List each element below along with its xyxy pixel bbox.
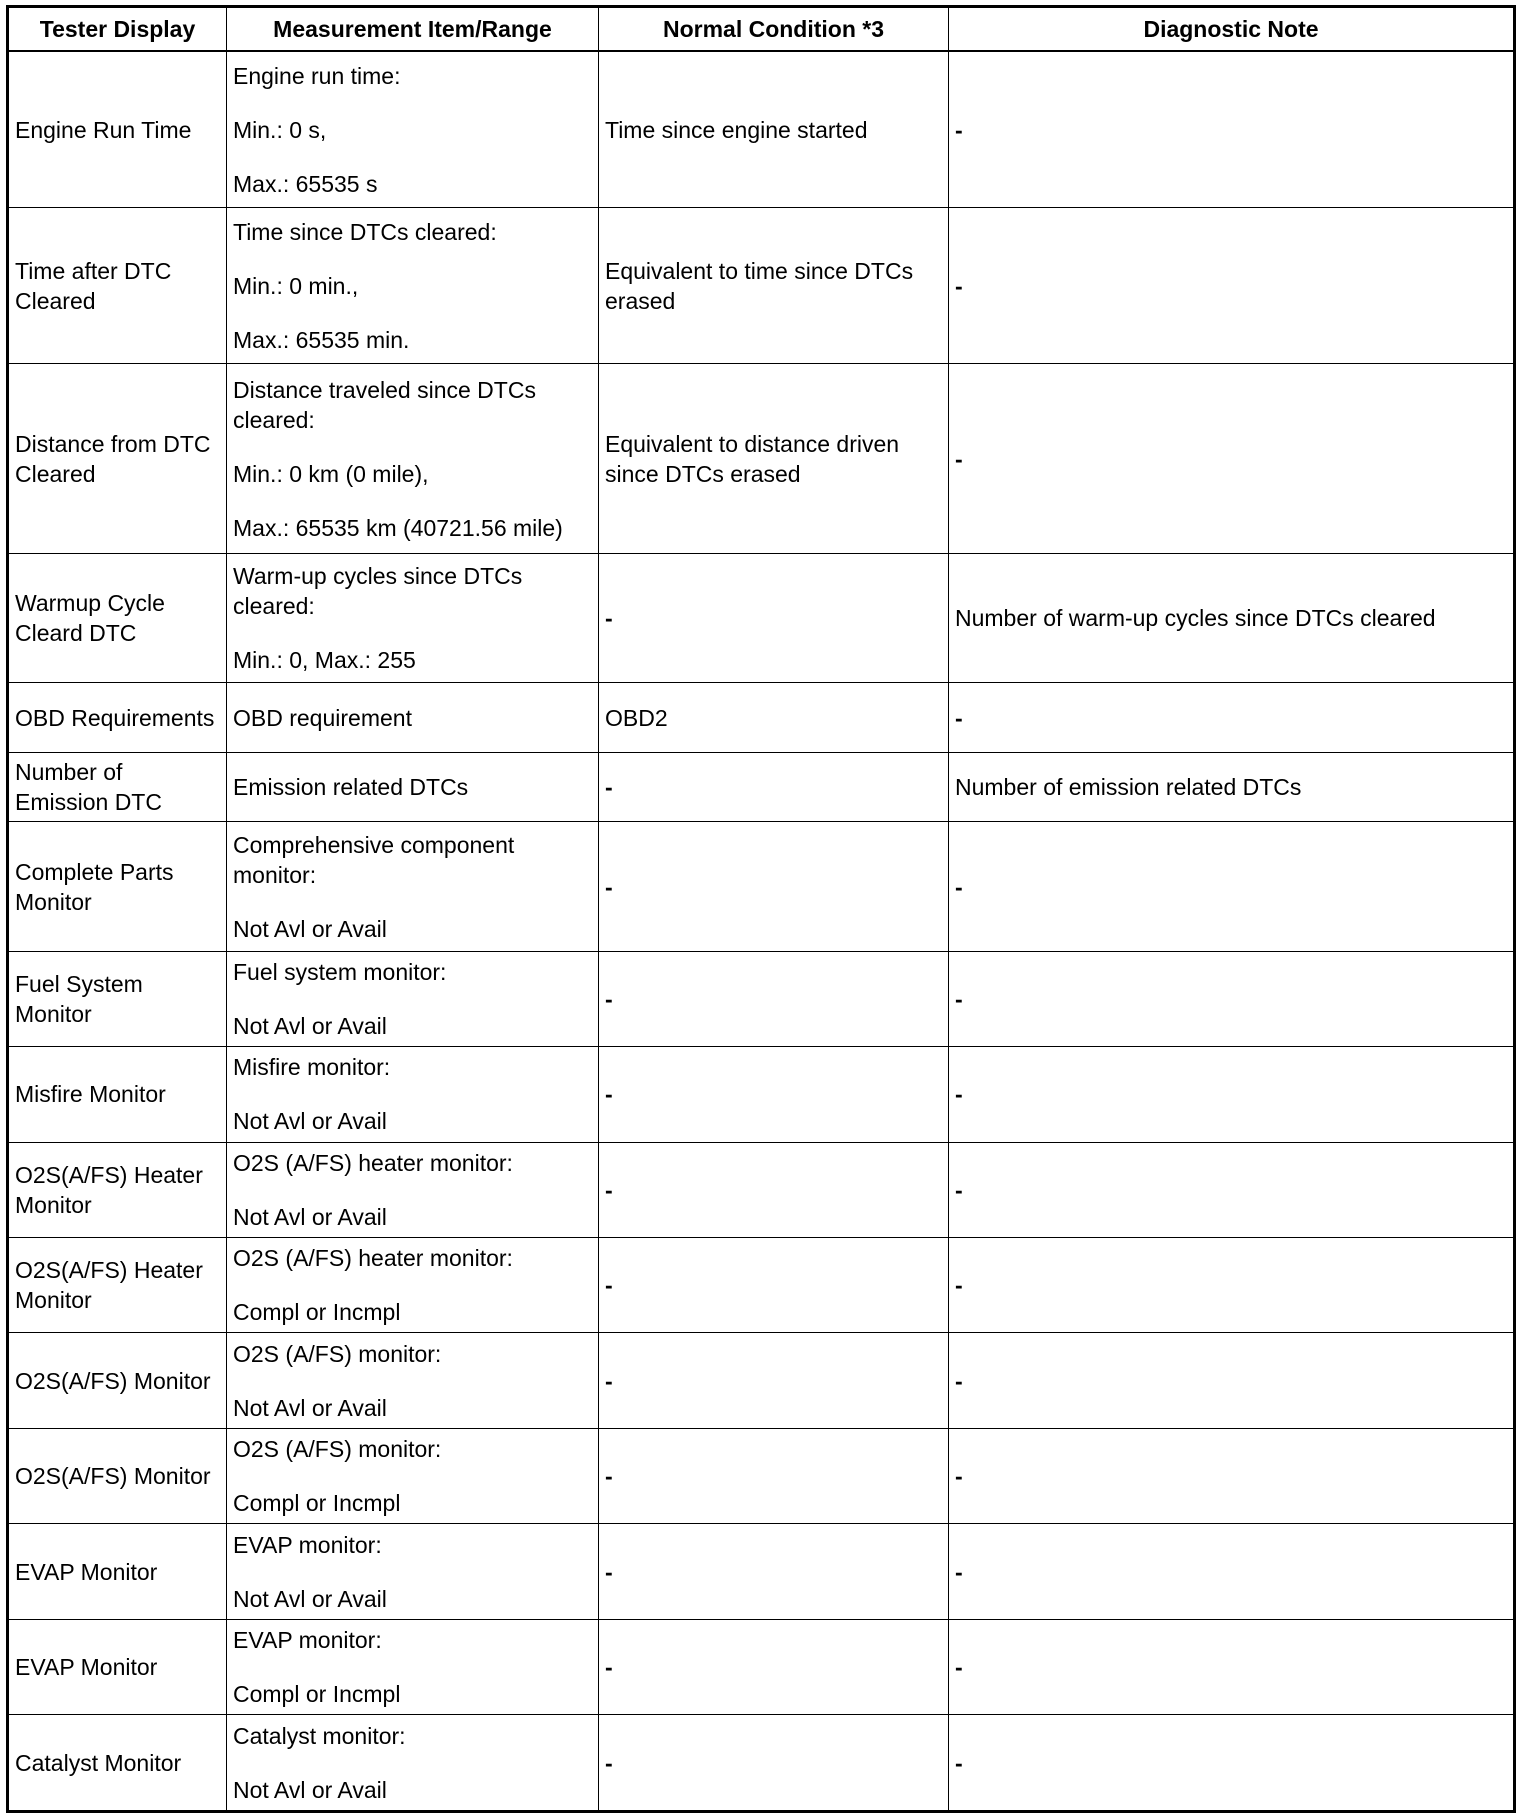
range-line: Emission related DTCs [233,774,469,801]
table-row [8,364,1515,554]
cell-normal-condition: - [599,1238,949,1333]
cell-diagnostic-note: - [949,822,1515,951]
line-spacer [233,91,592,115]
range-line: O2S (A/FS) heater monitor: [233,1245,513,1272]
range-line: Misfire monitor: [233,1054,391,1081]
line-spacer [233,301,592,325]
range-line: EVAP monitor: [233,1627,382,1654]
range-line: Comprehensive component monitor: [233,831,515,888]
range-line: Warm-up cycles since DTCs cleared: [233,563,523,620]
line-spacer [233,435,592,459]
cell-tester-display: Warmup Cycle Cleard DTC [8,554,227,683]
cell-measurement-range [227,1047,599,1142]
header-diagnostic-note: Diagnostic Note [949,7,1515,52]
table-body [8,51,1515,1812]
table-row [8,683,1515,753]
line-spacer [233,1464,592,1488]
header-measurement: Measurement Item/Range [227,7,599,52]
cell-measurement-range [227,1619,599,1714]
range-line: O2S (A/FS) monitor: [233,1436,442,1463]
range-line: O2S (A/FS) monitor: [233,1340,442,1367]
cell-normal-condition: - [599,1619,949,1714]
data-list-table [6,5,1516,1813]
cell-normal-condition: - [599,1333,949,1428]
line-spacer [233,621,592,645]
cell-diagnostic-note: - [949,683,1515,753]
cell-diagnostic-note: - [949,1428,1515,1523]
cell-tester-display: Fuel System Monitor [8,951,227,1046]
cell-measurement-range [227,51,599,208]
cell-diagnostic-note: - [949,951,1515,1046]
header-tester-display: Tester Display [8,7,227,52]
line-spacer [233,145,592,169]
header-row [8,7,1515,52]
range-line: O2S (A/FS) heater monitor: [233,1149,513,1176]
cell-normal-condition: - [599,1428,949,1523]
range-line: Max.: 65535 s [233,170,378,197]
range-line: Time since DTCs cleared: [233,218,497,245]
table-row [8,208,1515,364]
range-line: Min.: 0 km (0 mile), [233,460,429,487]
line-spacer [233,890,592,914]
cell-tester-display: Misfire Monitor [8,1047,227,1142]
cell-tester-display: Engine Run Time [8,51,227,208]
cell-measurement-range [227,752,599,822]
cell-measurement-range [227,554,599,683]
range-line: Fuel system monitor: [233,958,447,985]
table-row [8,1715,1515,1812]
cell-tester-display: EVAP Monitor [8,1619,227,1714]
cell-measurement-range [227,1142,599,1237]
table-row [8,1619,1515,1714]
cell-tester-display: Number of Emission DTC [8,752,227,822]
cell-diagnostic-note: - [949,1619,1515,1714]
range-line: Not Avl or Avail [233,1108,387,1135]
cell-tester-display: Distance from DTC Cleared [8,364,227,554]
cell-normal-condition: - [599,554,949,683]
cell-diagnostic-note: Number of warm-up cycles since DTCs cleared [949,554,1515,683]
table-row [8,822,1515,951]
cell-normal-condition: - [599,1715,949,1812]
line-spacer [233,987,592,1011]
cell-diagnostic-note: - [949,364,1515,554]
cell-measurement-range [227,951,599,1046]
range-line: Engine run time: [233,62,401,89]
table-row [8,1333,1515,1428]
range-line: Min.: 0, Max.: 255 [233,647,416,674]
cell-normal-condition: - [599,822,949,951]
table-row [8,951,1515,1046]
range-line: Compl or Incmpl [233,1490,401,1517]
cell-normal-condition: Time since engine started [599,51,949,208]
line-spacer [233,1560,592,1584]
cell-diagnostic-note: - [949,1333,1515,1428]
range-line: Not Avl or Avail [233,1203,387,1230]
cell-diagnostic-note: - [949,1524,1515,1619]
cell-tester-display: Time after DTC Cleared [8,208,227,364]
cell-diagnostic-note: - [949,1142,1515,1237]
cell-normal-condition: Equivalent to distance driven since DTCs erased [599,364,949,554]
table-row [8,1238,1515,1333]
cell-measurement-range [227,1524,599,1619]
line-spacer [233,1178,592,1202]
cell-measurement-range [227,683,599,753]
cell-diagnostic-note: - [949,1715,1515,1812]
range-line: Max.: 65535 min. [233,326,410,353]
table-row [8,1047,1515,1142]
line-spacer [233,1082,592,1106]
cell-diagnostic-note: - [949,208,1515,364]
cell-tester-display: OBD Requirements [8,683,227,753]
line-spacer [233,1751,592,1775]
cell-normal-condition: Equivalent to time since DTCs erased [599,208,949,364]
cell-measurement-range [227,822,599,951]
line-spacer [233,1655,592,1679]
range-line: Min.: 0 min., [233,272,359,299]
range-line: Distance traveled since DTCs cleared: [233,376,536,433]
cell-diagnostic-note: - [949,1047,1515,1142]
cell-tester-display: Catalyst Monitor [8,1715,227,1812]
range-line: Compl or Incmpl [233,1681,401,1708]
table-row [8,1524,1515,1619]
cell-normal-condition: - [599,1524,949,1619]
range-line: EVAP monitor: [233,1531,382,1558]
cell-measurement-range [227,1428,599,1523]
cell-measurement-range [227,1715,599,1812]
table-row [8,51,1515,208]
cell-tester-display: Complete Parts Monitor [8,822,227,951]
table-row [8,752,1515,822]
range-line: Not Avl or Avail [233,1585,387,1612]
cell-normal-condition: OBD2 [599,683,949,753]
range-line: Not Avl or Avail [233,1012,387,1039]
cell-diagnostic-note: - [949,1238,1515,1333]
table-row [8,1142,1515,1237]
line-spacer [233,247,592,271]
cell-diagnostic-note: Number of emission related DTCs [949,752,1515,822]
cell-measurement-range [227,1238,599,1333]
table-row [8,554,1515,683]
cell-normal-condition: - [599,752,949,822]
line-spacer [233,1369,592,1393]
range-line: Max.: 65535 km (40721.56 mile) [233,514,563,541]
range-line: Compl or Incmpl [233,1299,401,1326]
cell-measurement-range [227,364,599,554]
line-spacer [233,489,592,513]
cell-tester-display: O2S(A/FS) Heater Monitor [8,1238,227,1333]
cell-normal-condition: - [599,951,949,1046]
cell-tester-display: O2S(A/FS) Heater Monitor [8,1142,227,1237]
range-line: OBD requirement [233,704,412,731]
cell-diagnostic-note: - [949,51,1515,208]
cell-tester-display: EVAP Monitor [8,1524,227,1619]
cell-normal-condition: - [599,1142,949,1237]
range-line: Not Avl or Avail [233,1394,387,1421]
table-row [8,1428,1515,1523]
line-spacer [233,1273,592,1297]
header-normal-condition: Normal Condition *3 [599,7,949,52]
cell-tester-display: O2S(A/FS) Monitor [8,1333,227,1428]
range-line: Catalyst monitor: [233,1722,406,1749]
range-line: Not Avl or Avail [233,1776,387,1803]
range-line: Not Avl or Avail [233,915,387,942]
cell-tester-display: O2S(A/FS) Monitor [8,1428,227,1523]
cell-measurement-range [227,208,599,364]
range-line: Min.: 0 s, [233,116,327,143]
cell-normal-condition: - [599,1047,949,1142]
cell-measurement-range [227,1333,599,1428]
